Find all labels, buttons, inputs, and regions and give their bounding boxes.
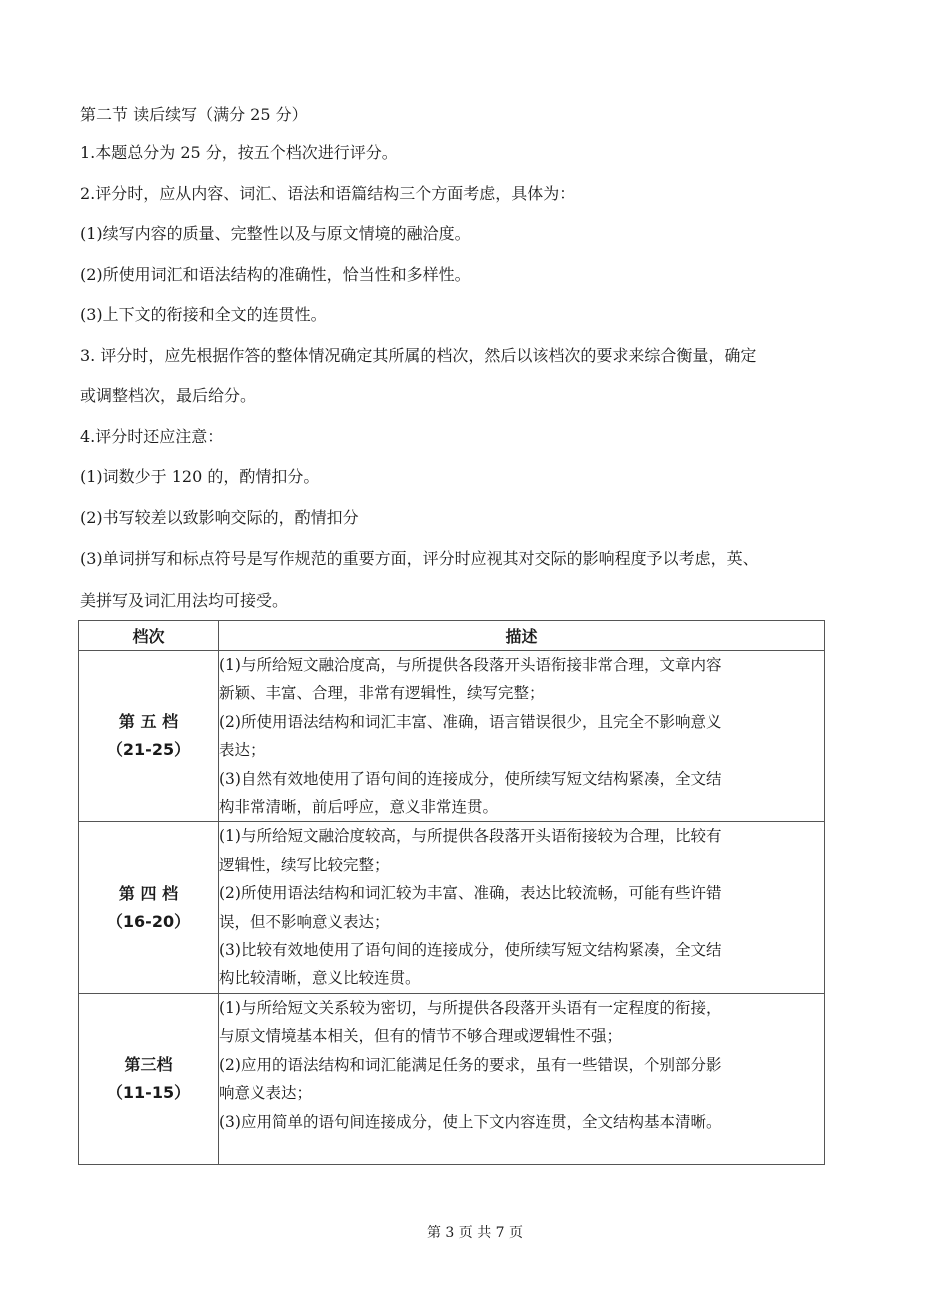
rule-2: 2.评分时，应从内容、词汇、语法和语篇结构三个方面考虑，具体为： [80,184,576,203]
rule-1: 1.本题总分为 25 分，按五个档次进行评分。 [80,143,398,162]
header-description: 描述 [219,621,825,651]
rule-4-item-2: (2)书写较差以致影响交际的，酌情扣分 [80,508,359,527]
level-range: （11-15） [106,1082,191,1102]
description-cell [219,993,825,1164]
page-number-footer: 第 3 页 共 7 页 [426,1225,524,1241]
description-cell [219,822,825,993]
description-line: (3)应用简单的语句间连接成分，使上下文内容连贯，全文结构基本清晰。 [219,1112,722,1131]
level-range: （16-20） [106,911,191,931]
description-line: (2)应用的语法结构和词汇能满足任务的要求，虽有一些错误，个别部分影 [219,1055,722,1074]
table-header-row [79,621,825,651]
description-line: 构比较清晰，意义比较连贯。 [219,969,421,988]
table-row [79,822,825,993]
description-cell [219,651,825,822]
rule-2-item-1: (1)续写内容的质量、完整性以及与原文情境的融洽度。 [80,224,471,243]
rule-3-line-2: 或调整档次，最后给分。 [80,386,257,405]
description-line: (3)比较有效地使用了语句间的连接成分，使所续写短文结构紧凑，全文结 [219,941,722,960]
description-line: (2)所使用语法结构和词汇较为丰富、准确，表达比较流畅，可能有些许错 [219,884,722,903]
level-cell [79,822,219,993]
rule-4-item-3-line-1: (3)单词拼写和标点符号是写作规范的重要方面，评分时应视其对交际的影响程度予以考虑，英、 [80,549,759,568]
description-line: 响意义表达； [219,1084,313,1103]
description-line: (2)所使用语法结构和词汇丰富、准确，语言错误很少，且完全不影响意义 [219,712,722,731]
description-line: 误，但不影响意义表达； [219,912,390,931]
grading-rubric-table [78,620,825,1165]
description-line: 与原文情境基本相关，但有的情节不够合理或逻辑性不强； [219,1027,623,1046]
description-line: (1)与所给短文融洽度高，与所提供各段落开头语衔接非常合理，文章内容 [219,656,722,674]
table-row [79,993,825,1164]
header-level: 档次 [79,621,219,651]
table-row [79,651,825,822]
level-name: 第 四 档 [118,883,179,903]
description-line: 构非常清晰，前后呼应，意义非常连贯。 [219,798,499,817]
section-title: 第二节 读后续写（满分 25 分） [80,105,308,124]
level-range: （21-25） [106,740,191,760]
rule-4-item-3-line-2: 美拼写及词汇用法均可接受。 [80,591,289,610]
description-line: 逻辑性，续写比较完整； [219,855,390,874]
level-name: 第三档 [124,1054,173,1074]
level-cell [79,651,219,822]
rule-4-item-1: (1)词数少于 120 的，酌情扣分。 [80,467,320,486]
description-line: 新颖、丰富、合理，非常有逻辑性，续写完整； [219,684,545,703]
description-line: (1)与所给短文融洽度较高，与所提供各段落开头语衔接较为合理，比较有 [219,827,722,846]
description-line: (3)自然有效地使用了语句间的连接成分，使所续写短文结构紧凑，全文结 [219,769,722,788]
description-line: 表达； [219,741,266,760]
rule-3-line-1: 3. 评分时，应先根据作答的整体情况确定其所属的档次，然后以该档次的要求来综合衡量，确定 [80,346,757,365]
rule-2-item-3: (3)上下文的衔接和全文的连贯性。 [80,305,327,324]
description-line: (1)与所给短文关系较为密切，与所提供各段落开头语有一定程度的衔接， [219,998,722,1017]
rule-4: 4.评分时还应注意： [80,427,224,446]
rule-2-item-2: (2)所使用词汇和语法结构的准确性，恰当性和多样性。 [80,265,471,284]
level-cell [79,993,219,1164]
level-name: 第 五 档 [118,712,179,732]
